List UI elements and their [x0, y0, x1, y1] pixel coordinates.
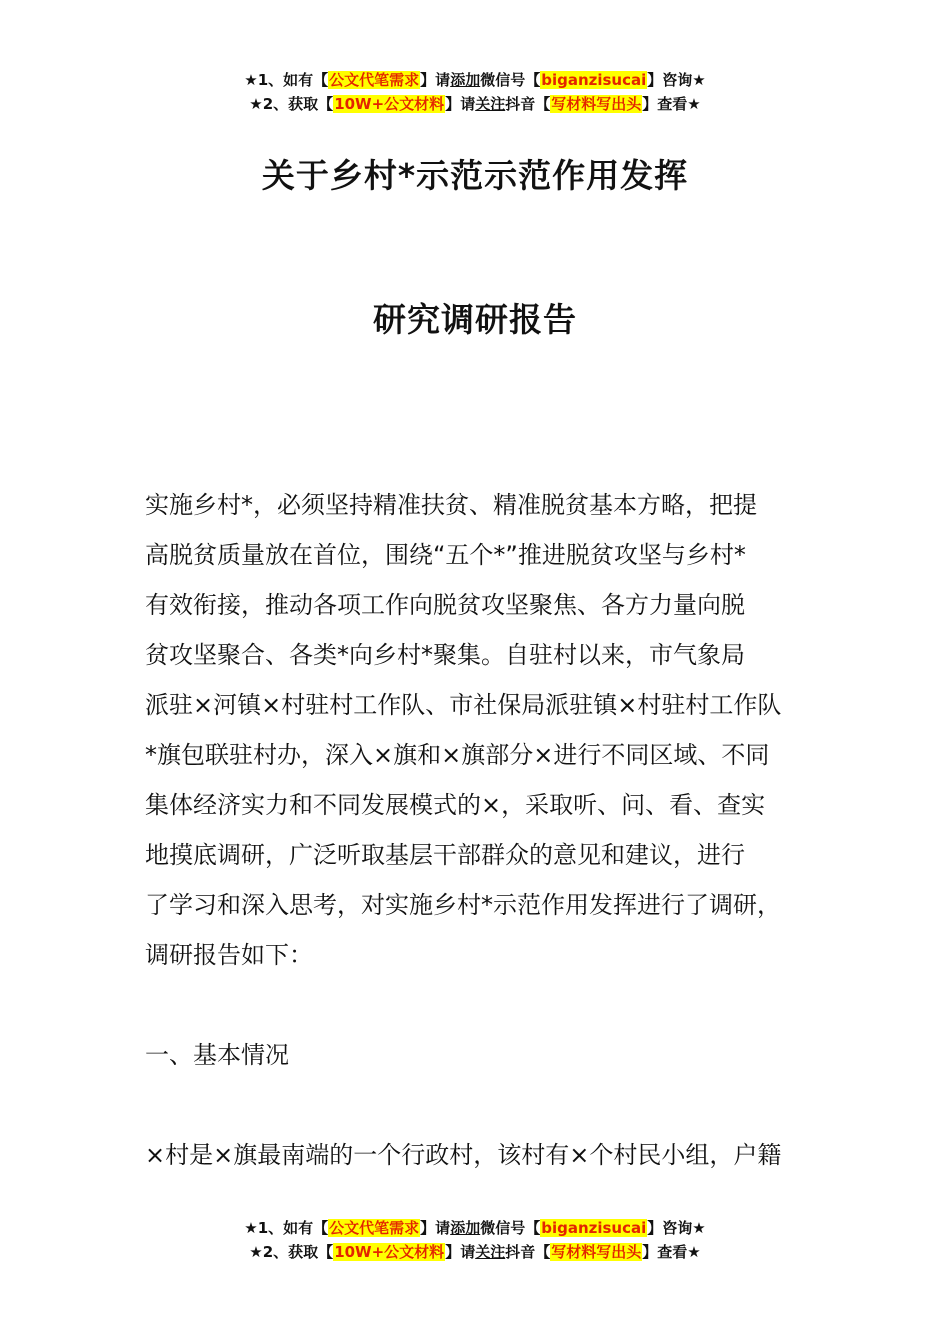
banner-text: ★1、如有【: [244, 71, 329, 89]
banner-underlined-text: 关注: [475, 1243, 506, 1261]
body-line: 调研报告如下：: [145, 941, 313, 969]
intro-paragraph: [145, 480, 835, 980]
banner-text: 】查看★: [642, 1243, 701, 1261]
body-line: ×村是×旗最南端的一个行政村，该村有×个村民小组，户籍: [145, 1141, 782, 1169]
highlight-wechat-id: biganzisucai: [541, 1219, 647, 1237]
banner-line-2: [0, 1240, 950, 1264]
banner-text: 】请: [420, 1219, 451, 1237]
document-title-line-2: 研究调研报告: [373, 300, 577, 339]
banner-text: 】请: [445, 95, 476, 113]
highlight-materials: 10W+公文材料: [334, 95, 445, 113]
body-line: 有效衔接，推动各项工作向脱贫攻坚聚焦、各方力量向脱: [145, 591, 745, 619]
highlight-service: 公文代笔需求: [329, 71, 420, 89]
banner-underlined-text: 关注: [475, 95, 506, 113]
banner-text: 】咨询★: [647, 71, 706, 89]
banner-line-1: [0, 68, 950, 92]
highlight-douyin-id: 写材料写出头: [551, 1243, 642, 1261]
banner-text: 微信号【: [480, 1219, 541, 1237]
banner-text: ★2、获取【: [249, 95, 334, 113]
highlight-wechat-id: biganzisucai: [541, 71, 647, 89]
banner-underlined-text: 添加: [450, 1219, 481, 1237]
body-line: 实施乡村*，必须坚持精准扶贫、精准脱贫基本方略，把提: [145, 491, 757, 519]
body-line: 了学习和深入思考，对实施乡村*示范作用发挥进行了调研，: [145, 891, 781, 919]
banner-text: 】查看★: [642, 95, 701, 113]
body-line: 地摸底调研，广泛听取基层干部群众的意见和建议，进行: [145, 841, 745, 869]
document-title-line-1: 关于乡村*示范示范作用发挥: [261, 156, 689, 195]
footer-banner: [0, 1216, 950, 1264]
header-banner: [0, 68, 950, 116]
banner-line-2: [0, 92, 950, 116]
document-body: [145, 480, 835, 1180]
banner-text: ★1、如有【: [244, 1219, 329, 1237]
body-line: *旗包联驻村办，深入×旗和×旗部分×进行不同区域、不同: [145, 741, 770, 769]
banner-text: 微信号【: [480, 71, 541, 89]
banner-text: 】请: [420, 71, 451, 89]
body-line: 高脱贫质量放在首位，围绕“五个*”推进脱贫攻坚与乡村*: [145, 541, 746, 569]
highlight-service: 公文代笔需求: [329, 1219, 420, 1237]
body-line: 派驻×河镇×村驻村工作队、市社保局派驻镇×村驻村工作队: [145, 691, 782, 719]
body-line: 集体经济实力和不同发展模式的×，采取听、问、看、查实: [145, 791, 766, 819]
body-line: 贫攻坚聚合、各类*向乡村*聚集。自驻村以来，市气象局: [145, 641, 745, 669]
highlight-materials: 10W+公文材料: [334, 1243, 445, 1261]
banner-underlined-text: 添加: [450, 71, 481, 89]
section-heading: 一、基本情况: [145, 1041, 289, 1069]
banner-text: ★2、获取【: [249, 1243, 334, 1261]
banner-line-1: [0, 1216, 950, 1240]
highlight-douyin-id: 写材料写出头: [551, 95, 642, 113]
banner-text: 抖音【: [505, 1243, 551, 1261]
banner-text: 】请: [445, 1243, 476, 1261]
banner-text: 】咨询★: [647, 1219, 706, 1237]
banner-text: 抖音【: [505, 95, 551, 113]
